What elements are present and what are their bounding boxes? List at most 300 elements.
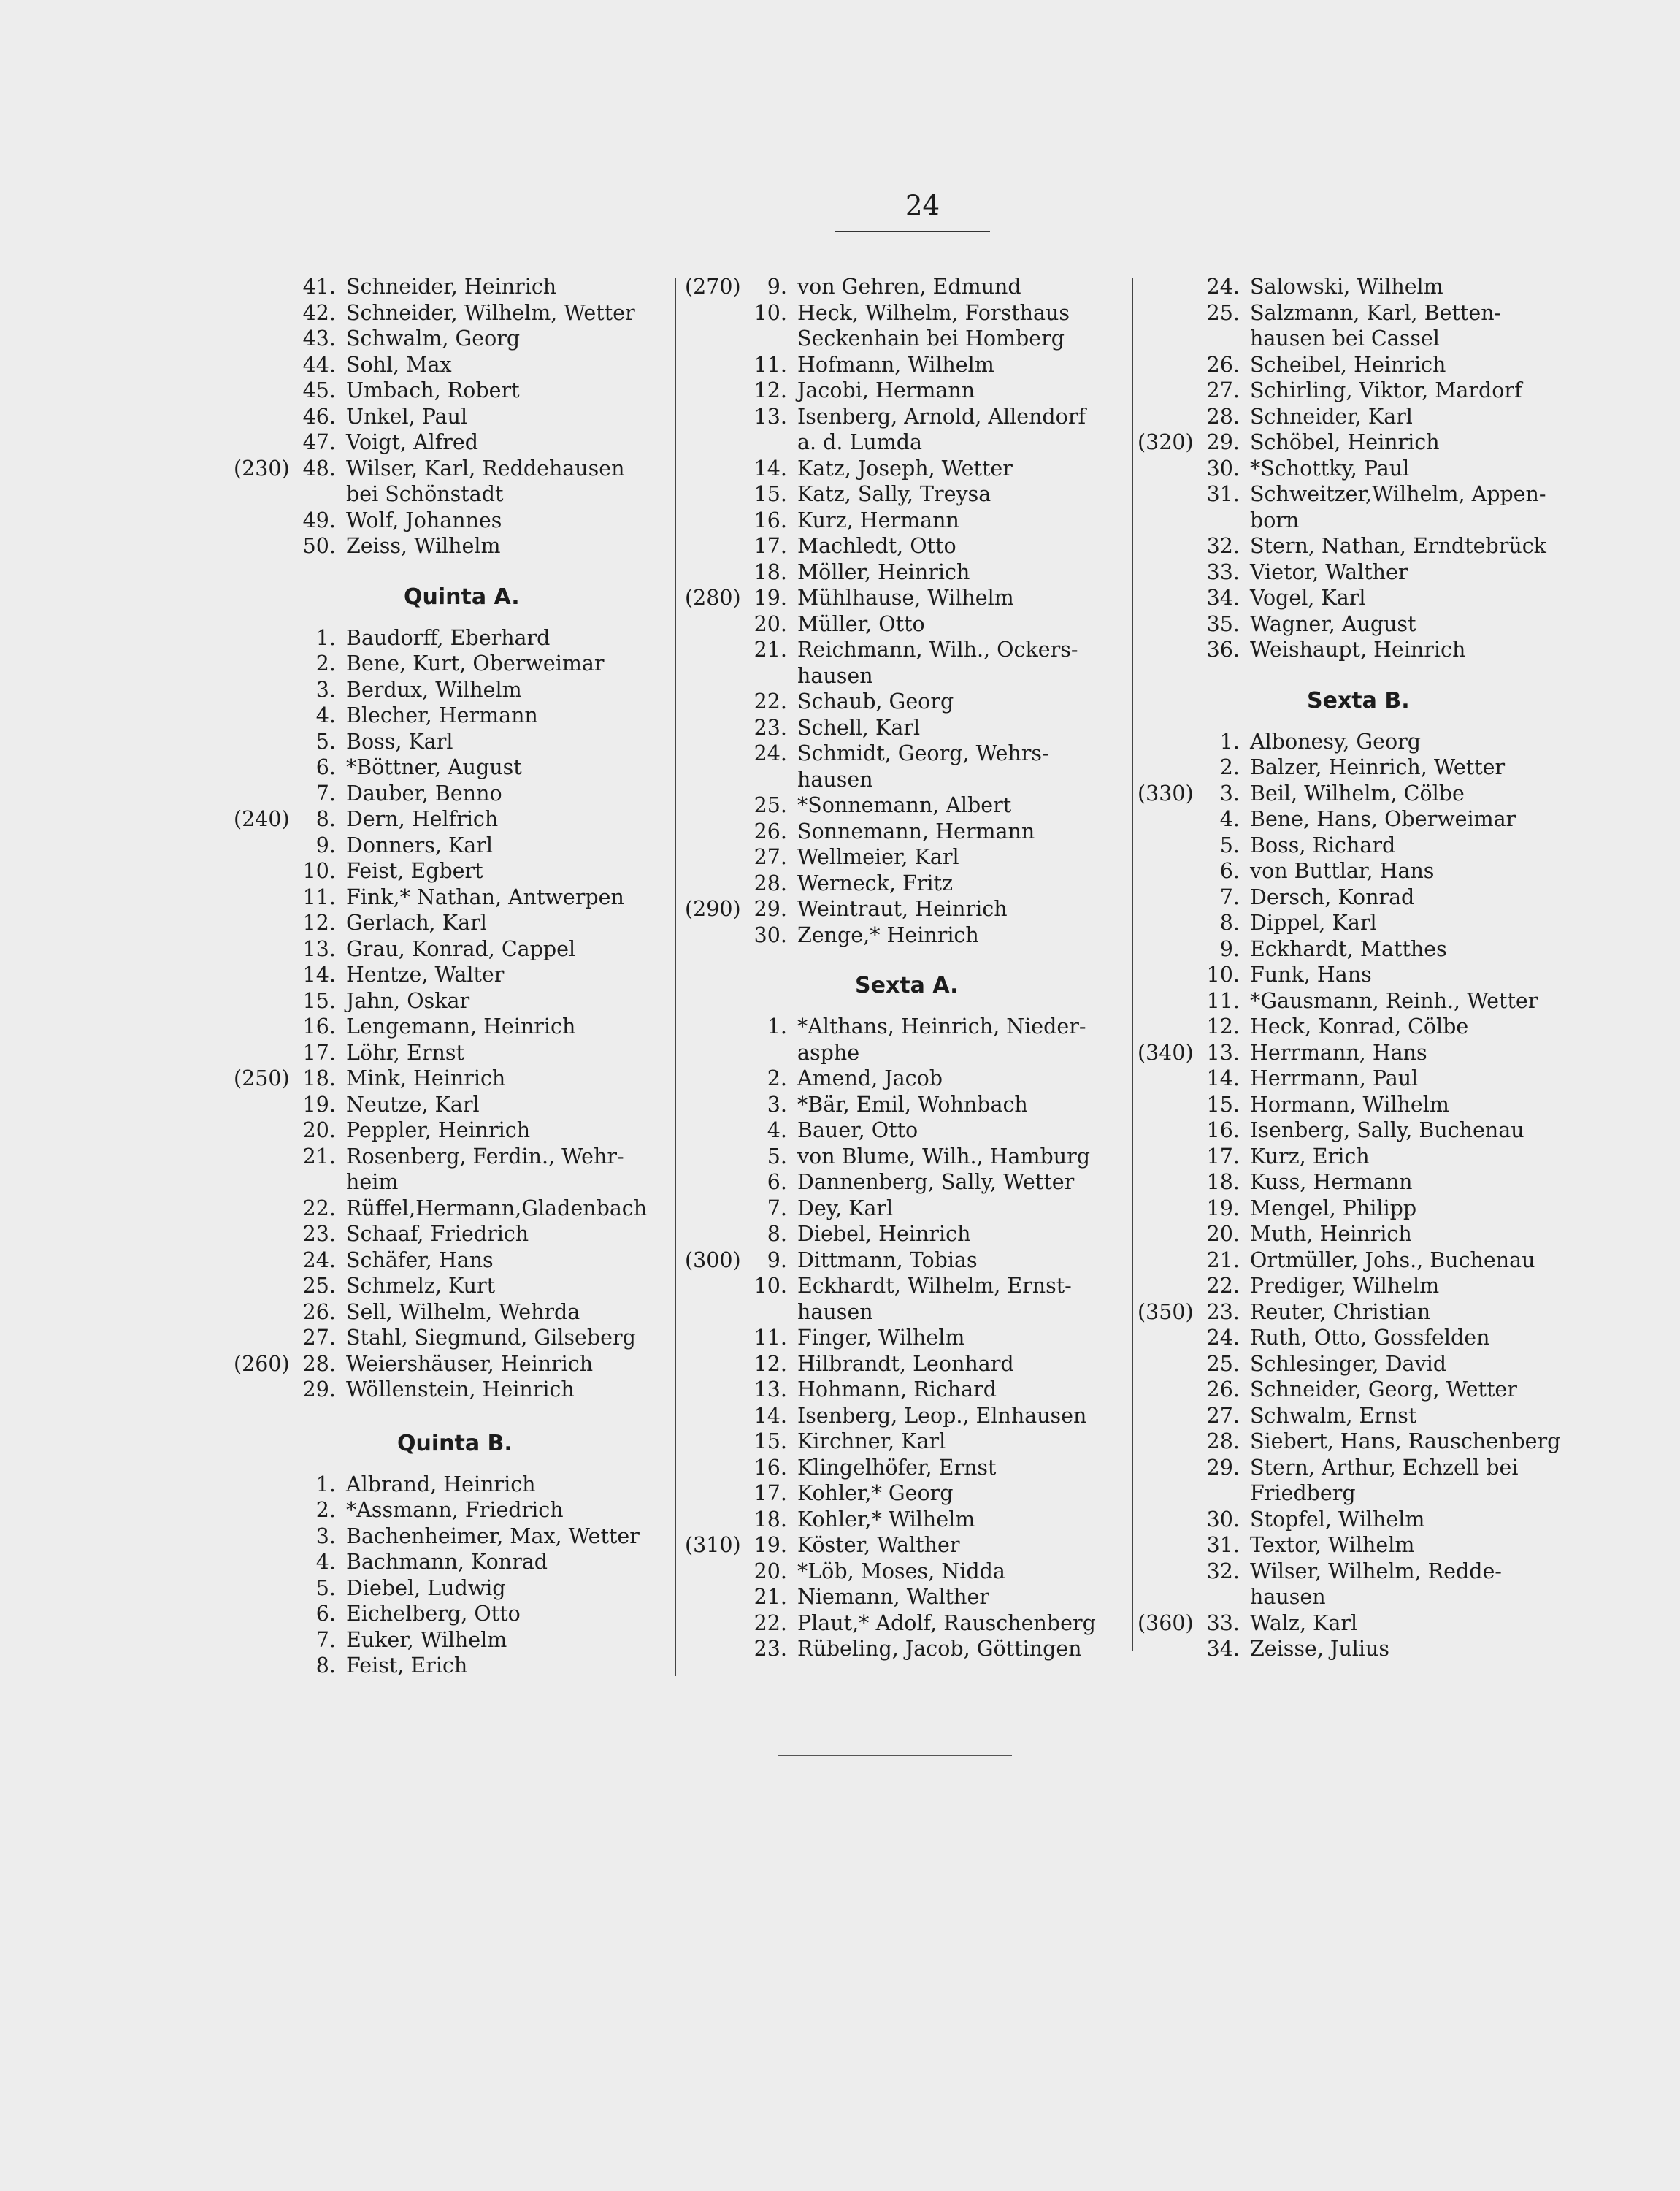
student-name: Sohl, Max bbox=[346, 352, 452, 377]
student-name: Wolf, Johannes bbox=[346, 508, 502, 532]
entry-number: 22. bbox=[302, 1196, 336, 1220]
entry-number: 7. bbox=[767, 1196, 787, 1220]
student-name: Herrmann, Paul bbox=[1250, 1066, 1419, 1090]
list-item bbox=[685, 922, 1123, 949]
list-item bbox=[234, 1325, 672, 1351]
entry-number: 35. bbox=[1206, 611, 1240, 636]
student-name: Schneider, Karl bbox=[1250, 404, 1413, 429]
running-count bbox=[1138, 559, 1203, 586]
running-count bbox=[1138, 456, 1203, 482]
list-item bbox=[234, 677, 672, 703]
running-count bbox=[685, 1377, 751, 1403]
student-name: Katz, Joseph, Wetter bbox=[797, 456, 1013, 481]
entry-continuation: asphe bbox=[797, 1040, 860, 1065]
entry-number: 13. bbox=[753, 404, 787, 429]
entry-number: 32. bbox=[1206, 1559, 1240, 1583]
running-count bbox=[1138, 300, 1203, 326]
list-item bbox=[234, 508, 672, 534]
list-item bbox=[234, 533, 672, 559]
entry-number: 17. bbox=[302, 1040, 336, 1065]
running-count bbox=[234, 1144, 299, 1170]
entry-number: 5. bbox=[767, 1144, 787, 1169]
student-name: Baudorff, Eberhard bbox=[346, 625, 551, 650]
entry-number: 17. bbox=[753, 1481, 787, 1505]
running-count bbox=[234, 1523, 299, 1550]
running-count bbox=[234, 1377, 299, 1403]
student-name: Salowski, Wilhelm bbox=[1250, 275, 1443, 299]
entry-number: 18. bbox=[1206, 1170, 1240, 1194]
student-name: Bachmann, Konrad bbox=[346, 1550, 548, 1574]
entry-continuation: hausen bei Cassel bbox=[1250, 326, 1440, 351]
list-item bbox=[1138, 1636, 1576, 1662]
entry-number: 8. bbox=[315, 1653, 336, 1678]
student-name: Schaub, Georg bbox=[797, 689, 954, 714]
student-name: Dannenberg, Sally, Wetter bbox=[797, 1170, 1075, 1194]
entry-number: 20. bbox=[302, 1118, 336, 1142]
student-name: Diebel, Heinrich bbox=[797, 1222, 971, 1246]
student-name: Kurz, Hermann bbox=[797, 508, 959, 532]
student-name: Kirchner, Karl bbox=[797, 1429, 946, 1453]
section-heading: Sexta A. bbox=[855, 973, 959, 998]
list-item bbox=[1138, 559, 1576, 586]
list-item bbox=[234, 1066, 672, 1092]
entry-number: 1. bbox=[1219, 729, 1240, 754]
student-name: Rosenberg, Ferdin., Wehr- bbox=[346, 1144, 624, 1169]
running-count bbox=[1138, 274, 1203, 300]
entry-number: 3. bbox=[315, 677, 336, 702]
running-count: (340) bbox=[1138, 1040, 1194, 1065]
page-number: 24 bbox=[905, 190, 940, 221]
entry-number: 4. bbox=[315, 1550, 336, 1574]
running-count: (290) bbox=[685, 897, 741, 921]
list-item bbox=[1138, 936, 1576, 963]
entry-number: 7. bbox=[315, 781, 336, 806]
running-count bbox=[685, 533, 751, 559]
entry-number: 45. bbox=[302, 378, 336, 402]
list-item bbox=[1138, 1117, 1576, 1144]
running-count bbox=[685, 792, 751, 819]
list-item bbox=[234, 1117, 672, 1144]
list-item bbox=[234, 1247, 672, 1274]
running-count bbox=[234, 1014, 299, 1040]
list-item bbox=[234, 988, 672, 1014]
running-count: (230) bbox=[234, 456, 290, 481]
list-item bbox=[685, 1066, 1123, 1092]
list-item bbox=[685, 1532, 1123, 1559]
student-name: Heck, Konrad, Cölbe bbox=[1250, 1014, 1469, 1039]
list-item bbox=[685, 844, 1123, 871]
column-2 bbox=[685, 274, 1123, 1662]
student-name: Finger, Wilhelm bbox=[797, 1326, 965, 1350]
running-count bbox=[685, 1351, 751, 1377]
entry-number: 9. bbox=[767, 275, 787, 299]
entry-number: 10. bbox=[1206, 963, 1240, 987]
student-name: Schweitzer,Wilhelm, Appen- bbox=[1250, 482, 1546, 506]
list-item bbox=[234, 962, 672, 988]
student-name: Müller, Otto bbox=[797, 611, 925, 636]
student-name: Stern, Nathan, Erndtebrück bbox=[1250, 534, 1546, 558]
student-name: Klingelhöfer, Ernst bbox=[797, 1455, 997, 1480]
running-count: (260) bbox=[234, 1351, 290, 1376]
entry-number: 32. bbox=[1206, 534, 1240, 558]
running-count bbox=[234, 1247, 299, 1274]
list-item bbox=[1138, 1455, 1576, 1481]
running-count bbox=[234, 729, 299, 755]
entry-number: 23. bbox=[1206, 1299, 1240, 1324]
student-name: Rüffel,Hermann,Gladenbach bbox=[346, 1196, 648, 1220]
entry-number: 16. bbox=[753, 1455, 787, 1480]
student-name: Schell, Karl bbox=[797, 715, 921, 740]
entry-number: 19. bbox=[753, 586, 787, 610]
entry-number: 48. bbox=[302, 456, 336, 481]
list-item bbox=[685, 611, 1123, 638]
entry-number: 33. bbox=[1206, 1610, 1240, 1635]
running-count bbox=[234, 404, 299, 430]
student-name: Umbach, Robert bbox=[346, 378, 520, 402]
column-divider bbox=[1132, 278, 1133, 1651]
column-divider bbox=[675, 278, 676, 1676]
entry-number: 25. bbox=[753, 793, 787, 817]
running-count bbox=[234, 1575, 299, 1602]
running-count bbox=[685, 1066, 751, 1092]
entry-number: 6. bbox=[315, 1602, 336, 1626]
list-item bbox=[685, 1247, 1123, 1274]
student-name: Hilbrandt, Leonhard bbox=[797, 1351, 1014, 1376]
student-name: Funk, Hans bbox=[1250, 963, 1372, 987]
running-count bbox=[234, 1221, 299, 1247]
running-count bbox=[234, 1299, 299, 1326]
list-item bbox=[234, 1014, 672, 1040]
entry-number: 9. bbox=[767, 1247, 787, 1272]
list-item bbox=[1138, 378, 1576, 404]
entry-number: 19. bbox=[302, 1092, 336, 1117]
running-count bbox=[1138, 378, 1203, 404]
running-count bbox=[1138, 1532, 1203, 1559]
student-name: Hormann, Wilhelm bbox=[1250, 1092, 1449, 1117]
entry-number: 15. bbox=[1206, 1092, 1240, 1117]
running-count bbox=[1138, 884, 1203, 911]
student-name: Zeisse, Julius bbox=[1250, 1637, 1390, 1661]
running-count bbox=[1138, 1247, 1203, 1274]
student-name: Kohler,* Wilhelm bbox=[797, 1507, 975, 1532]
running-count bbox=[1138, 585, 1203, 611]
running-count bbox=[1138, 1221, 1203, 1247]
entry-number: 28. bbox=[302, 1351, 336, 1376]
entry-number: 18. bbox=[753, 1507, 787, 1532]
entry-number: 49. bbox=[302, 508, 336, 532]
entry-number: 16. bbox=[753, 508, 787, 532]
student-name: Balzer, Heinrich, Wetter bbox=[1250, 755, 1506, 779]
entry-number: 25. bbox=[1206, 1351, 1240, 1376]
running-count bbox=[234, 274, 299, 300]
list-item bbox=[1138, 1299, 1576, 1326]
running-count bbox=[234, 1549, 299, 1575]
list-item bbox=[685, 1429, 1123, 1455]
student-name: Möller, Heinrich bbox=[797, 559, 970, 584]
running-count bbox=[685, 352, 751, 378]
student-name: *Böttner, August bbox=[346, 755, 522, 779]
entry-number: 28. bbox=[1206, 404, 1240, 429]
entry-number: 26. bbox=[1206, 1377, 1240, 1402]
list-item bbox=[685, 508, 1123, 534]
student-name: Ruth, Otto, Gossfelden bbox=[1250, 1326, 1490, 1350]
entry-number: 10. bbox=[753, 1274, 787, 1298]
list-item bbox=[1138, 1559, 1576, 1585]
list-item bbox=[234, 936, 672, 963]
list-item bbox=[1138, 988, 1576, 1014]
list-item bbox=[685, 1584, 1123, 1610]
running-count bbox=[234, 1653, 299, 1679]
list-item bbox=[1138, 637, 1576, 663]
student-name: Zenge,* Heinrich bbox=[797, 922, 979, 947]
list-item bbox=[1138, 533, 1576, 559]
list-item bbox=[1138, 274, 1576, 300]
running-count bbox=[234, 1040, 299, 1066]
entry-number: 20. bbox=[753, 1559, 787, 1583]
student-name: Salzmann, Karl, Betten- bbox=[1250, 300, 1502, 325]
list-item bbox=[685, 1507, 1123, 1533]
student-name: *Assmann, Friedrich bbox=[346, 1498, 564, 1522]
student-name: Weiershäuser, Heinrich bbox=[346, 1351, 594, 1376]
list-item bbox=[685, 1196, 1123, 1222]
entry-number: 25. bbox=[302, 1274, 336, 1298]
student-name: Machledt, Otto bbox=[797, 534, 956, 558]
entry-number: 23. bbox=[753, 1637, 787, 1661]
list-item bbox=[1138, 481, 1576, 508]
running-count bbox=[1138, 1429, 1203, 1455]
student-name: *Schottky, Paul bbox=[1250, 456, 1410, 481]
entry-number: 18. bbox=[753, 559, 787, 584]
entry-number: 33. bbox=[1206, 559, 1240, 584]
entry-number: 21. bbox=[302, 1144, 336, 1169]
running-count bbox=[1138, 833, 1203, 859]
list-item bbox=[685, 715, 1123, 741]
entry-number: 21. bbox=[753, 638, 787, 662]
list-item bbox=[1138, 456, 1576, 482]
entry-number: 29. bbox=[1206, 1455, 1240, 1480]
entry-number: 2. bbox=[315, 651, 336, 676]
student-name: Gerlach, Karl bbox=[346, 911, 487, 935]
running-count bbox=[1138, 1351, 1203, 1377]
entry-number: 12. bbox=[302, 911, 336, 935]
list-item bbox=[234, 729, 672, 755]
list-item bbox=[1138, 1040, 1576, 1066]
entry-number: 1. bbox=[767, 1014, 787, 1039]
entry-number: 24. bbox=[1206, 1326, 1240, 1350]
running-count bbox=[234, 533, 299, 559]
running-count bbox=[1138, 1325, 1203, 1351]
student-name: Vietor, Walther bbox=[1250, 559, 1408, 584]
student-name: Wellmeier, Karl bbox=[797, 845, 959, 869]
list-item bbox=[234, 806, 672, 833]
entry-number: 20. bbox=[1206, 1222, 1240, 1246]
running-count bbox=[234, 378, 299, 404]
student-name: *Löb, Moses, Nidda bbox=[797, 1559, 1005, 1583]
entry-number: 50. bbox=[302, 534, 336, 558]
running-count bbox=[1138, 1196, 1203, 1222]
student-name: Albonesy, Georg bbox=[1250, 729, 1422, 754]
student-name: Wagner, August bbox=[1250, 611, 1416, 636]
list-item bbox=[1138, 1144, 1576, 1170]
student-name: Sonnemann, Hermann bbox=[797, 819, 1035, 844]
entry-number: 41. bbox=[302, 275, 336, 299]
section-heading: Sexta B. bbox=[1307, 687, 1410, 714]
list-item bbox=[234, 274, 672, 300]
running-count: (310) bbox=[685, 1533, 741, 1557]
running-count bbox=[685, 378, 751, 404]
running-count bbox=[685, 844, 751, 871]
header-rule bbox=[835, 231, 990, 232]
student-name: Katz, Sally, Treysa bbox=[797, 482, 991, 506]
entry-number: 5. bbox=[315, 729, 336, 754]
entry-continuation: bei Schönstadt bbox=[346, 482, 504, 506]
list-item bbox=[1138, 404, 1576, 430]
list-item bbox=[1138, 300, 1576, 326]
student-name: Isenberg, Arnold, Allendorf bbox=[797, 404, 1086, 429]
entry-number: 34. bbox=[1206, 1637, 1240, 1661]
list-item bbox=[234, 1523, 672, 1550]
student-name: Mühlhause, Wilhelm bbox=[797, 586, 1014, 610]
list-item bbox=[1138, 1169, 1576, 1196]
list-item bbox=[1138, 858, 1576, 884]
running-count: (320) bbox=[1138, 430, 1194, 454]
running-count bbox=[1138, 729, 1203, 755]
student-name: Schirling, Viktor, Mardorf bbox=[1250, 378, 1522, 402]
entry-number: 6. bbox=[315, 755, 336, 779]
student-name: von Buttlar, Hans bbox=[1250, 859, 1435, 883]
list-item bbox=[234, 1351, 672, 1377]
student-name: Mink, Heinrich bbox=[346, 1066, 506, 1090]
running-count bbox=[685, 1403, 751, 1429]
running-count bbox=[234, 1092, 299, 1118]
entry-continuation: Seckenhain bei Homberg bbox=[797, 326, 1065, 351]
list-item bbox=[685, 896, 1123, 922]
student-name: *Althans, Heinrich, Nieder- bbox=[797, 1014, 1086, 1039]
entry-continuation: hausen bbox=[797, 1299, 873, 1324]
list-item bbox=[1138, 1247, 1576, 1274]
entry-number: 47. bbox=[302, 430, 336, 454]
list-item bbox=[685, 378, 1123, 404]
student-name: Hentze, Walter bbox=[346, 963, 505, 987]
list-item bbox=[1138, 429, 1576, 456]
entry-number: 3. bbox=[315, 1523, 336, 1548]
student-name: Bene, Hans, Oberweimar bbox=[1250, 807, 1516, 831]
list-item bbox=[685, 1455, 1123, 1481]
entry-number: 15. bbox=[302, 988, 336, 1013]
entry-number: 13. bbox=[1206, 1040, 1240, 1065]
list-item bbox=[685, 1092, 1123, 1118]
list-item bbox=[234, 300, 672, 326]
student-name: Köster, Walther bbox=[797, 1533, 960, 1557]
entry-number: 21. bbox=[753, 1585, 787, 1609]
list-item bbox=[1138, 1507, 1576, 1533]
list-item bbox=[685, 1273, 1123, 1299]
running-count bbox=[685, 637, 751, 663]
list-item bbox=[685, 1610, 1123, 1637]
list-item bbox=[234, 404, 672, 430]
entry-number: 5. bbox=[315, 1575, 336, 1600]
student-name: *Sonnemann, Albert bbox=[797, 793, 1012, 817]
list-item bbox=[234, 625, 672, 651]
running-count bbox=[685, 1610, 751, 1637]
running-count bbox=[234, 754, 299, 781]
running-count bbox=[234, 326, 299, 352]
running-count: (360) bbox=[1138, 1610, 1194, 1635]
running-count bbox=[1138, 1273, 1203, 1299]
list-item bbox=[234, 1575, 672, 1602]
running-count bbox=[234, 910, 299, 936]
list-item bbox=[1138, 1610, 1576, 1637]
running-count bbox=[234, 936, 299, 963]
list-item bbox=[234, 352, 672, 378]
student-name: Grau, Konrad, Cappel bbox=[346, 936, 576, 961]
student-name: Schneider, Wilhelm, Wetter bbox=[346, 300, 635, 325]
entry-number: 13. bbox=[302, 936, 336, 961]
running-count bbox=[234, 352, 299, 378]
running-count bbox=[1138, 1636, 1203, 1662]
list-item bbox=[685, 1377, 1123, 1403]
student-name: Wöllenstein, Heinrich bbox=[346, 1377, 575, 1402]
list-item bbox=[685, 1169, 1123, 1196]
list-item bbox=[1138, 833, 1576, 859]
entry-number: 30. bbox=[1206, 1507, 1240, 1532]
running-count bbox=[1138, 910, 1203, 936]
list-item bbox=[1138, 1429, 1576, 1455]
running-count: (350) bbox=[1138, 1299, 1194, 1324]
student-name: Boss, Richard bbox=[1250, 833, 1396, 857]
student-name: Textor, Wilhelm bbox=[1250, 1533, 1415, 1557]
list-item bbox=[234, 1549, 672, 1575]
list-item bbox=[234, 1092, 672, 1118]
student-name: Jacobi, Hermann bbox=[797, 378, 975, 402]
list-item bbox=[234, 1497, 672, 1523]
running-count bbox=[234, 1325, 299, 1351]
entry-number: 15. bbox=[753, 1429, 787, 1453]
running-count bbox=[685, 300, 751, 326]
student-name: Dersch, Konrad bbox=[1250, 884, 1415, 909]
student-name: Schwalm, Ernst bbox=[1250, 1403, 1417, 1428]
student-name: Jahn, Oskar bbox=[346, 988, 470, 1013]
student-name: Albrand, Heinrich bbox=[346, 1472, 536, 1496]
entry-number: 31. bbox=[1206, 1533, 1240, 1557]
running-count bbox=[1138, 1559, 1203, 1585]
running-count bbox=[685, 1480, 751, 1507]
list-item bbox=[685, 1559, 1123, 1585]
entry-number: 28. bbox=[1206, 1429, 1240, 1453]
list-item bbox=[685, 1636, 1123, 1662]
running-count bbox=[1138, 352, 1203, 378]
list-item bbox=[234, 1221, 672, 1247]
list-item bbox=[1138, 1221, 1576, 1247]
list-item bbox=[1138, 962, 1576, 988]
running-count bbox=[685, 741, 751, 767]
entry-number: 27. bbox=[753, 845, 787, 869]
running-count bbox=[685, 1559, 751, 1585]
list-item bbox=[685, 481, 1123, 508]
list-item bbox=[685, 559, 1123, 586]
running-count bbox=[1138, 1014, 1203, 1040]
student-name: Zeiss, Wilhelm bbox=[346, 534, 501, 558]
entry-number: 24. bbox=[1206, 275, 1240, 299]
entry-number: 11. bbox=[753, 1326, 787, 1350]
running-count bbox=[685, 819, 751, 845]
running-count bbox=[685, 456, 751, 482]
entry-number: 19. bbox=[753, 1533, 787, 1557]
entry-number: 24. bbox=[753, 741, 787, 765]
running-count bbox=[685, 1455, 751, 1481]
list-item bbox=[1138, 806, 1576, 833]
entry-number: 2. bbox=[767, 1066, 787, 1090]
